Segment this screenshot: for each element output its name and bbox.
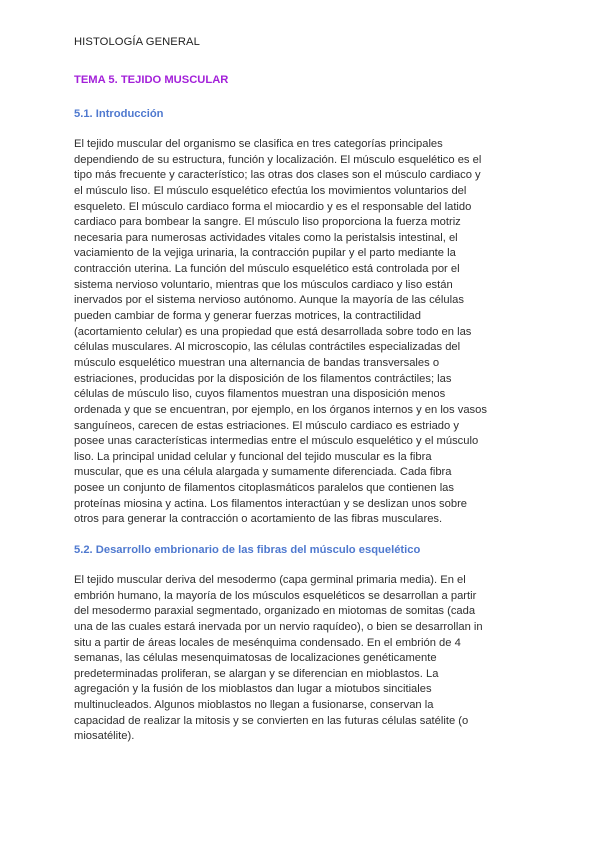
text-line: contracción uterina. La función del músculo esquelético está controlada por el [74, 263, 460, 276]
text-line: posee un conjunto de filamentos citoplasmáticos paralelos que contienen las [74, 482, 454, 495]
text-line: estriaciones, producidas por la disposición de los filamentos contráctiles; las [74, 372, 452, 385]
text-line: predeterminadas proliferan, se alargan y se diferencian en mioblastos. La [74, 667, 439, 680]
section-heading-embryonic-development: 5.2. Desarrollo embrionario de las fibras del músculo esquelético [74, 544, 421, 556]
text-line: liso. La principal unidad celular y funcional del tejido muscular es la fibra [74, 450, 432, 463]
paragraph-intro [74, 137, 530, 528]
text-line: una de las cuales estará inervada por un nervio raquídeo), o bien se desarrollan in [74, 620, 483, 633]
text-line: vaciamiento de la vejiga urinaria, la contracción pupilar y el parto mediante la [74, 247, 456, 260]
text-line: situ a partir de áreas locales de mesénquima condensado. En el embrión de 4 [74, 636, 461, 649]
text-line: necesaria para numerosas actividades vitales como la peristalsis intestinal, el [74, 231, 458, 244]
text-line: del mesodermo paraxial segmentado, organizado en miotomas de somitas (cada [74, 605, 476, 618]
text-line: muscular, que es una célula alargada y sumamente diferenciada. Cada fibra [74, 466, 452, 479]
text-line: miosatélite). [74, 730, 135, 743]
section-heading-intro: 5.1. Introducción [74, 108, 164, 120]
text-line: pueden cambiar de forma y generar fuerzas motrices, la contractilidad [74, 310, 421, 323]
text-line: capacidad de realizar la mitosis y se convierten en las futuras células satélite (o [74, 714, 469, 727]
text-line: agregación y la fusión de los mioblastos dan lugar a miotubos sincitiales [74, 683, 432, 696]
text-line: El tejido muscular deriva del mesodermo (capa germinal primaria media). En el [74, 574, 466, 586]
text-line: células musculares. Al microscopio, las células contráctiles especializadas del [74, 341, 461, 354]
text-line: (acortamiento celular) es una propiedad que está desarrollada sobre todo en las [74, 325, 472, 338]
chapter-title: TEMA 5. TEJIDO MUSCULAR [74, 74, 229, 86]
running-header: HISTOLOGÍA GENERAL [74, 36, 200, 48]
text-line: esqueleto. El músculo cardiaco forma el miocardio y es el responsable del latido [74, 200, 472, 213]
text-line: sistema nervioso voluntario, mientras que los músculos cardiaco y liso están [74, 278, 453, 291]
text-line: células de músculo liso, cuyos filamentos muestran una disposición menos [74, 388, 446, 401]
text-line: dependiendo de su estructura, función y localización. El músculo esquelético es el [74, 153, 482, 166]
text-line: el músculo liso. El músculo esquelético efectúa los movimientos voluntarios del [74, 184, 467, 197]
text-line: posee unas características intermedias entre el músculo esquelético y el músculo [74, 435, 479, 448]
text-line: proteínas miosina y actina. Los filamentos interactúan y se deslizan unos sobre [74, 497, 468, 510]
text-line: El tejido muscular del organismo se clasifica en tres categorías principales [74, 138, 443, 150]
text-line: multinucleados. Algunos mioblastos no llegan a fusionarse, conservan la [74, 699, 434, 712]
text-line: inervados por el sistema nervioso autónomo. Aunque la mayoría de las células [74, 294, 464, 307]
text-line: sanguíneos, carecen de estas estriaciones. El músculo cardiaco es estriado y [74, 419, 459, 432]
text-line: embrión humano, la mayoría de los músculos esqueléticos se desarrollan a partir [74, 589, 477, 602]
text-line: cardiaco para bombear la sangre. El músculo liso proporciona la fuerza motriz [74, 216, 461, 229]
text-line: ordenada y que se encuentran, por ejemplo, en los órganos internos y en los vasos [74, 403, 487, 416]
text-line: otros para generar la contracción o acortamiento de las fibras musculares. [74, 513, 443, 526]
text-line: tipo más frecuente y característico; las otras dos clases son el músculo cardiaco y [74, 169, 481, 182]
paragraph-embryonic-development [74, 573, 530, 745]
text-line: semanas, las células mesenquimatosas de localizaciones genéticamente [74, 652, 437, 665]
text-line: músculo esquelético muestran una alternancia de bandas transversales o [74, 356, 440, 369]
